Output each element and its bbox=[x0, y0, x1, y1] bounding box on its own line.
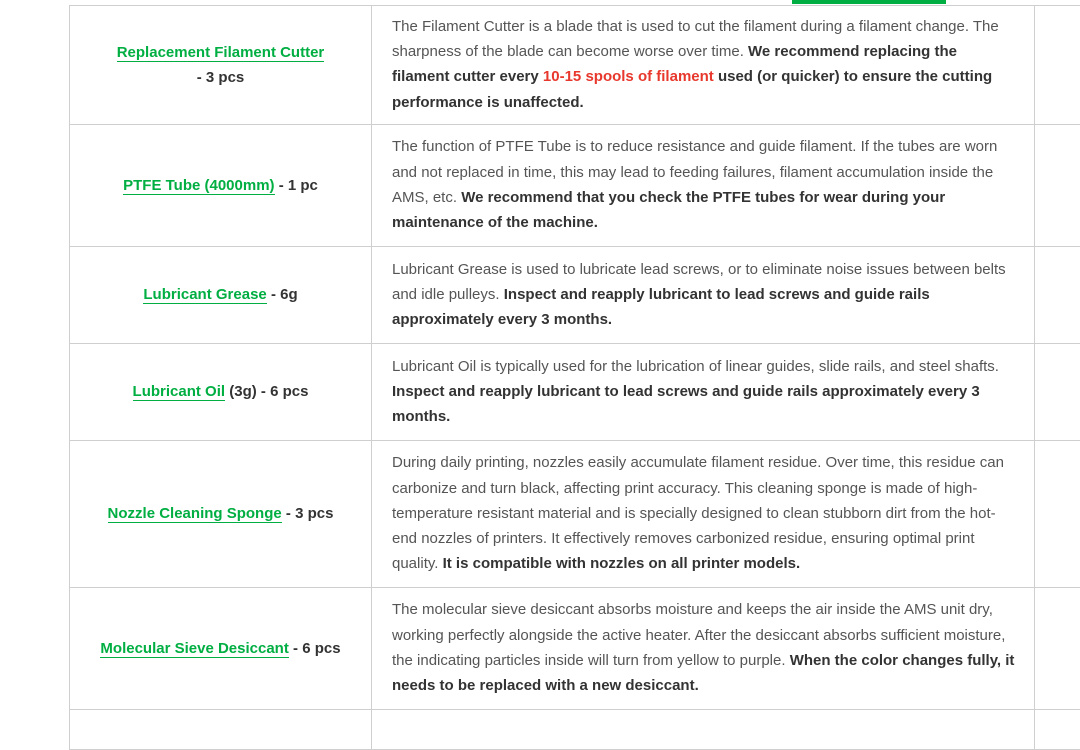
item-description bbox=[372, 587, 1035, 709]
extra-cell bbox=[1035, 587, 1080, 709]
description-recommendation: We recommend that you check the PTFE tubes for wear during your maintenance of the machine. bbox=[392, 189, 945, 231]
item-size: (3g) bbox=[225, 383, 257, 400]
active-tab-indicator bbox=[792, 0, 946, 4]
extra-cell bbox=[1035, 343, 1080, 440]
description-text: Lubricant Grease is used to lubricate lead screws, or to eliminate noise issues between belts and idle pulleys. bbox=[392, 261, 1006, 303]
extra-cell bbox=[1035, 6, 1080, 125]
table-row bbox=[70, 587, 1080, 709]
description-recommendation: When the color changes fully, it needs to be replaced with a new desiccant. bbox=[392, 652, 1014, 694]
table-row bbox=[70, 6, 1080, 125]
item-name-cell bbox=[70, 6, 372, 125]
item-name-cell bbox=[70, 246, 372, 343]
lubricant-oil-link[interactable]: Lubricant Oil bbox=[133, 383, 226, 401]
lubricant-grease-link[interactable]: Lubricant Grease bbox=[143, 286, 266, 304]
description-text: The function of PTFE Tube is to reduce resistance and guide filament. If the tubes are worn and not replaced in time, this may lead to feeding failures, filament accumulation inside the AMS, etc. bbox=[392, 138, 997, 205]
item-description bbox=[372, 343, 1035, 440]
item-quantity: - 6 pcs bbox=[261, 383, 309, 400]
description-recommendation: It is compatible with nozzles on all printer models. bbox=[443, 555, 801, 572]
table-row bbox=[70, 246, 1080, 343]
item-name-cell bbox=[70, 440, 372, 587]
description-recommendation: Inspect and reapply lubricant to lead screws and guide rails approximately every 3 months. bbox=[392, 383, 980, 425]
extra-cell bbox=[1035, 440, 1080, 587]
item-description bbox=[372, 440, 1035, 587]
item-quantity: - 3 pcs bbox=[286, 505, 334, 522]
table-row bbox=[70, 440, 1080, 587]
extra-cell bbox=[1035, 709, 1080, 749]
table-row bbox=[70, 124, 1080, 246]
item-description bbox=[372, 709, 1035, 749]
filament-cutter-link[interactable]: Replacement Filament Cutter bbox=[117, 44, 325, 62]
description-recommendation: Inspect and reapply lubricant to lead screws and guide rails approximately every 3 months. bbox=[392, 286, 930, 328]
item-description bbox=[372, 6, 1035, 125]
nozzle-cleaning-sponge-link[interactable]: Nozzle Cleaning Sponge bbox=[108, 505, 282, 523]
molecular-sieve-desiccant-link[interactable]: Molecular Sieve Desiccant bbox=[100, 640, 288, 658]
description-text: The Filament Cutter is a blade that is used to cut the filament during a filament change. The sharpness of the blade can become worse over time. bbox=[392, 18, 999, 60]
description-recommendation: We recommend replacing the filament cutter every bbox=[392, 43, 957, 85]
item-quantity: - 6g bbox=[271, 286, 298, 303]
description-highlight: 10-15 spools of filament bbox=[543, 68, 714, 85]
extra-cell bbox=[1035, 246, 1080, 343]
table-row bbox=[70, 709, 1080, 749]
item-name-cell bbox=[70, 709, 372, 749]
item-description bbox=[372, 246, 1035, 343]
description-text: During daily printing, nozzles easily accumulate filament residue. Over time, this residue can carbonize and turn black, affecting print accuracy. This cleaning sponge is made of high-temperature resistant material and is specially designed to clean stubborn dirt from the hot-end nozzles of printers. It effectively removes carbonized residue, ensuring optimal print quality. bbox=[392, 454, 1004, 572]
ptfe-tube-link[interactable]: PTFE Tube (4000mm) bbox=[123, 177, 274, 195]
item-name-cell bbox=[70, 343, 372, 440]
item-description bbox=[372, 124, 1035, 246]
description-text: The molecular sieve desiccant absorbs moisture and keeps the air inside the AMS unit dry, working perfectly alongside the active heater. After the desiccant absorbs sufficient moisture, the indicating particles inside will turn from yellow to purple. bbox=[392, 601, 1005, 668]
item-quantity: - 6 pcs bbox=[293, 640, 341, 657]
item-quantity: - 1 pc bbox=[279, 177, 318, 194]
item-quantity: - 3 pcs bbox=[197, 69, 245, 86]
description-recommendation-end: used (or quicker) to ensure the cutting performance is unaffected. bbox=[392, 68, 992, 110]
item-name-cell bbox=[70, 124, 372, 246]
accessories-table bbox=[69, 5, 1080, 750]
extra-cell bbox=[1035, 124, 1080, 246]
item-name-cell bbox=[70, 587, 372, 709]
description-text: Lubricant Oil is typically used for the lubrication of linear guides, slide rails, and steel shafts. bbox=[392, 358, 999, 375]
table-row bbox=[70, 343, 1080, 440]
